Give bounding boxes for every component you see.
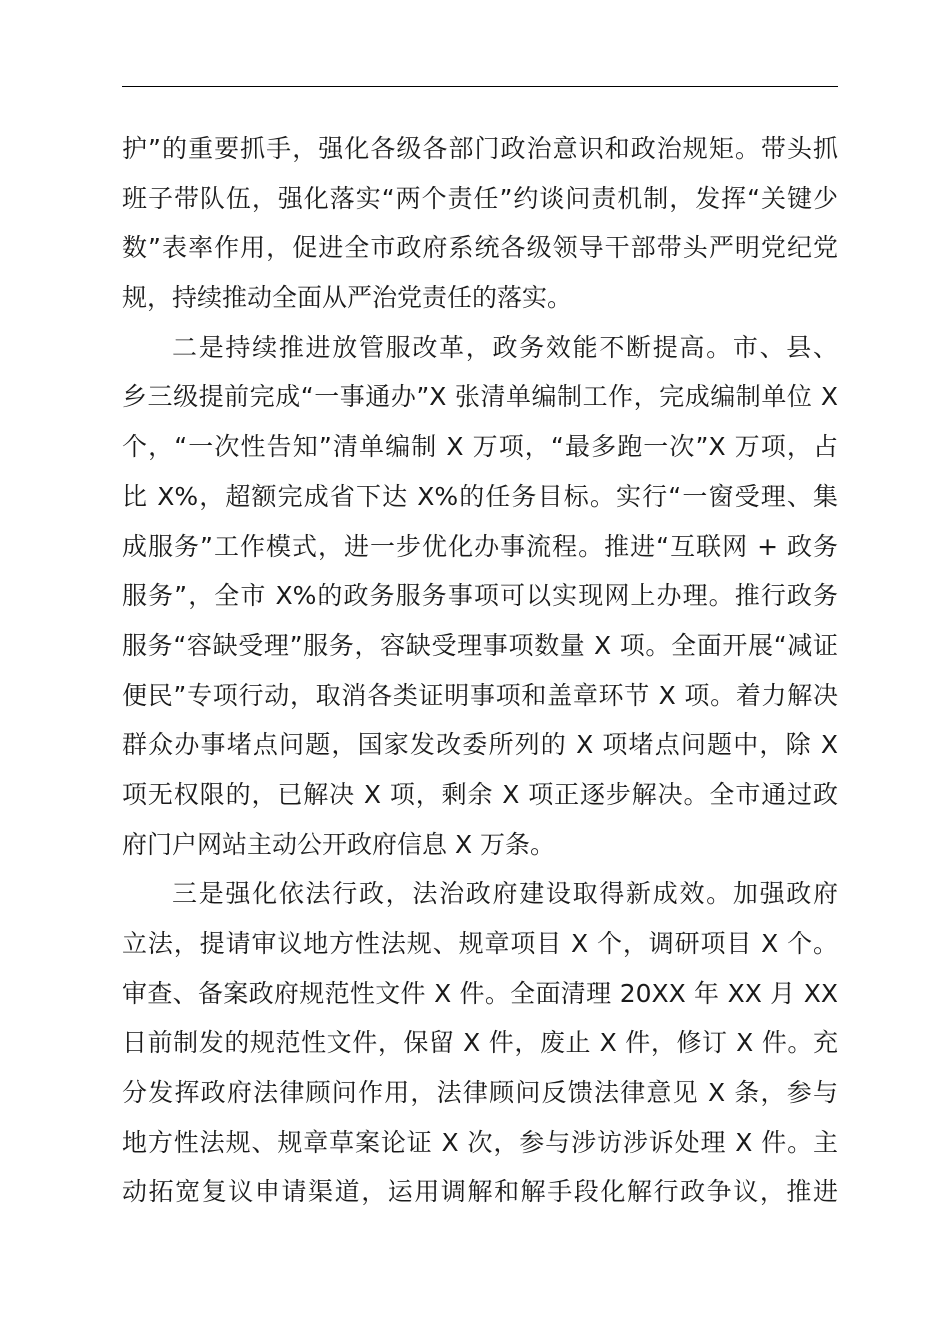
paragraph-start-line: 二是持续推进放管服改革，政务效能不断提高。市、县、 [172, 332, 838, 362]
text-line: 比 X%，超额完成省下达 X%的任务目标。实行“一窗受理、集 [122, 481, 838, 511]
paragraph-start-line: 三是强化依法行政，法治政府建设取得新成效。加强政府 [172, 879, 838, 909]
text-line: 日前制发的规范性文件，保留 X 件，废止 X 件，修订 X 件。充 [122, 1028, 838, 1058]
text-line: 规，持续推动全面从严治党责任的落实。 [122, 283, 573, 313]
text-line: 服务“容缺受理”服务，容缺受理事项数量 X 项。全面开展“减证 [122, 630, 838, 660]
text-line: 群众办事堵点问题，国家发改委所列的 X 项堵点问题中，除 X [122, 730, 838, 760]
text-line: 乡三级提前完成“一事通办”X 张清单编制工作，完成编制单位 X [122, 382, 838, 412]
text-line: 护”的重要抓手，强化各级各部门政治意识和政治规矩。带头抓 [122, 134, 838, 163]
header-rule [122, 86, 838, 87]
text-line: 成服务”工作模式，进一步优化办事流程。推进“互联网 + 政务 [122, 531, 838, 561]
text-line: 数”表率作用，促进全市政府系统各级领导干部带头严明党纪党 [122, 233, 838, 263]
text-line: 服务”，全市 X%的政务服务事项可以实现网上办理。推行政务 [122, 581, 838, 611]
body-text [122, 124, 838, 1217]
text-line: 审查、备案政府规范性文件 X 件。全面清理 20XX 年 XX 月 XX [122, 978, 838, 1008]
text-line: 地方性法规、规章草案论证 X 次，参与涉访涉诉处理 X 件。主 [122, 1127, 838, 1157]
text-line: 立法，提请审议地方性法规、规章项目 X 个，调研项目 X 个。 [122, 929, 838, 958]
text-line: 班子带队伍，强化落实“两个责任”约谈问责机制，发挥“关键少 [122, 183, 838, 213]
text-line: 府门户网站主动公开政府信息 X 万条。 [122, 829, 556, 859]
text-line: 便民”专项行动，取消各类证明事项和盖章环节 X 项。着力解决 [122, 680, 838, 710]
text-line: 分发挥政府法律顾问作用，法律顾问反馈法律意见 X 条，参与 [122, 1078, 838, 1108]
text-line: 动拓宽复议申请渠道，运用调解和解手段化解行政争议，推进 [122, 1177, 838, 1207]
text-line: 项无权限的，已解决 X 项，剩余 X 项正逐步解决。全市通过政 [122, 779, 838, 809]
text-line: 个，“一次性告知”清单编制 X 万项，“最多跑一次”X 万项，占 [122, 432, 838, 462]
